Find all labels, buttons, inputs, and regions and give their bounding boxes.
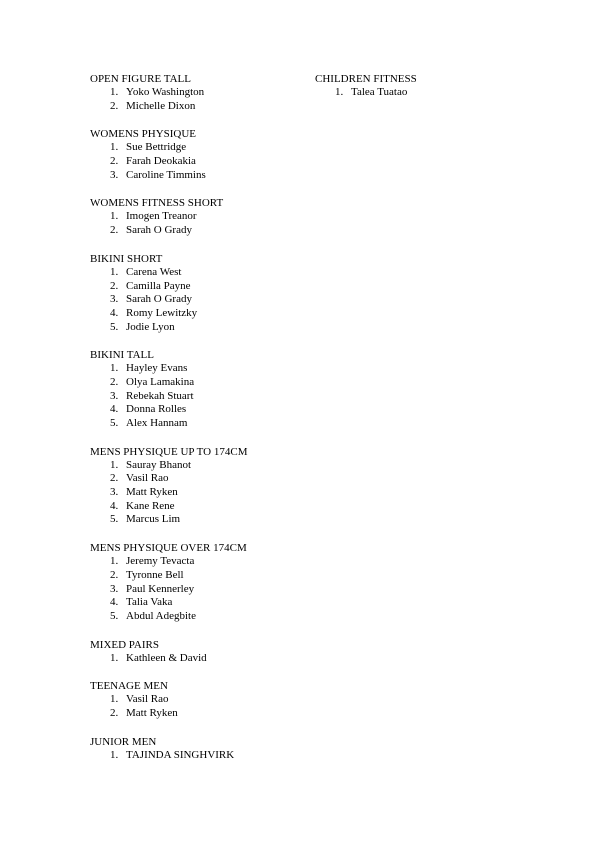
placing-number: 3.	[110, 582, 119, 595]
placing-number: 2.	[110, 155, 119, 168]
placing-number: 1.	[335, 86, 344, 98]
competitor-name: Farah Deokakia	[126, 155, 196, 168]
category-title: MIXED PAIRS	[90, 638, 159, 651]
placing-item	[90, 583, 305, 597]
category-section	[90, 127, 305, 182]
competitor-name: Rebekah Stuart	[126, 389, 194, 402]
placing-item	[90, 307, 305, 321]
placing-number: 2.	[110, 375, 119, 388]
placings-list	[90, 86, 305, 113]
competitor-name: Vasil Rao	[126, 472, 169, 485]
competitor-name: Imogen Treanor	[126, 210, 197, 223]
placings-list	[90, 652, 305, 666]
placing-item	[90, 707, 305, 721]
category-title: MENS PHYSIQUE UP TO 174CM	[90, 445, 248, 458]
competitor-name: Talea Tuatao	[351, 86, 408, 98]
placing-number: 5.	[110, 320, 119, 333]
placing-number: 4.	[110, 499, 119, 512]
competitor-name: Michelle Dixon	[126, 99, 196, 112]
placing-number: 5.	[110, 417, 119, 429]
competitor-name: Matt Ryken	[126, 706, 178, 719]
placing-item	[90, 459, 305, 473]
category-section	[90, 541, 305, 623]
placing-item	[90, 693, 305, 707]
placing-number: 2.	[110, 279, 119, 292]
placing-item	[90, 266, 305, 280]
category-section	[90, 445, 305, 527]
competitor-name: Sauray Bhanot	[126, 458, 192, 471]
competitor-name: Marcus Lim	[126, 513, 181, 526]
placing-item	[90, 569, 305, 583]
placing-item	[90, 280, 305, 294]
placing-item	[90, 169, 305, 183]
placing-number: 4.	[110, 596, 119, 609]
placing-number: 1.	[110, 265, 119, 278]
placings-list	[315, 86, 515, 100]
competitor-name: Carena West	[126, 265, 182, 278]
competitor-name: Talia Vaka	[126, 596, 173, 609]
competitor-name: Hayley Evans	[126, 362, 188, 375]
placing-item	[90, 486, 305, 500]
competitor-name: Camilla Payne	[126, 279, 191, 292]
placing-item	[90, 403, 305, 417]
category-section	[315, 72, 515, 100]
placing-item	[90, 652, 305, 666]
placings-list	[90, 362, 305, 430]
competitor-name: Abdul Adegbite	[126, 609, 196, 622]
placing-item	[90, 100, 305, 114]
placing-number: 4.	[110, 403, 119, 416]
placings-list	[90, 693, 305, 720]
placing-number: 2.	[110, 568, 119, 581]
category-section	[90, 72, 305, 113]
placing-item	[90, 86, 305, 100]
placing-number: 1.	[110, 210, 119, 223]
placing-number: 5.	[110, 609, 119, 622]
placing-number: 2.	[110, 224, 119, 237]
competitor-name: Yoko Washington	[126, 86, 205, 98]
placing-item	[90, 390, 305, 404]
placing-item	[90, 321, 305, 335]
category-section	[90, 638, 305, 666]
competitor-name: Sarah O Grady	[126, 224, 192, 237]
category-section	[90, 679, 305, 720]
placings-list	[90, 459, 305, 527]
placings-list	[90, 141, 305, 182]
category-title: OPEN FIGURE TALL	[90, 73, 191, 85]
competitor-name: Alex Hannam	[126, 417, 188, 429]
placing-item	[90, 141, 305, 155]
category-section	[90, 252, 305, 334]
placing-item	[90, 513, 305, 527]
placing-number: 4.	[110, 306, 119, 319]
results-column-left	[90, 72, 305, 776]
category-title: BIKINI SHORT	[90, 252, 163, 265]
placing-number: 1.	[110, 141, 119, 154]
placing-number: 1.	[110, 748, 119, 761]
placing-item	[90, 472, 305, 486]
results-column-right	[315, 72, 515, 114]
placings-list	[90, 266, 305, 334]
placing-number: 1.	[110, 86, 119, 98]
placing-item	[90, 610, 305, 624]
placing-number: 1.	[110, 362, 119, 375]
placing-number: 1.	[110, 693, 119, 706]
placings-list	[90, 749, 305, 763]
category-title: CHILDREN FITNESS	[315, 73, 417, 85]
placing-number: 3.	[110, 486, 119, 499]
placing-item	[315, 86, 515, 100]
placing-item	[90, 210, 305, 224]
competitor-name: Paul Kennerley	[126, 582, 195, 595]
placing-number: 3.	[110, 293, 119, 306]
competitor-name: Kane Rene	[126, 499, 175, 512]
placing-number: 2.	[110, 706, 119, 719]
placing-item	[90, 376, 305, 390]
placing-item	[90, 500, 305, 514]
placing-item	[90, 155, 305, 169]
competitor-name: Matt Ryken	[126, 486, 178, 499]
competitor-name: Jodie Lyon	[126, 320, 175, 333]
placing-item	[90, 362, 305, 376]
competitor-name: Donna Rolles	[126, 403, 187, 416]
category-section	[90, 735, 305, 763]
competitor-name: Kathleen & David	[126, 651, 207, 664]
placing-number: 2.	[110, 472, 119, 485]
competitor-name: Caroline Timmins	[126, 168, 206, 181]
placing-number: 2.	[110, 99, 119, 112]
competitor-name: Jeremy Tevacta	[126, 555, 195, 568]
placing-item	[90, 749, 305, 763]
competitor-name: Vasil Rao	[126, 693, 169, 706]
competitor-name: TAJINDA SINGHVIRK	[126, 748, 235, 761]
category-section	[90, 348, 305, 430]
placing-item	[90, 417, 305, 431]
category-title: MENS PHYSIQUE OVER 174CM	[90, 542, 247, 555]
competitor-name: Romy Lewitzky	[126, 306, 198, 319]
placings-list	[90, 555, 305, 623]
placing-item	[90, 224, 305, 238]
placings-list	[90, 210, 305, 237]
placing-number: 1.	[110, 651, 119, 664]
competitor-name: Sue Bettridge	[126, 141, 187, 154]
category-title: BIKINI TALL	[90, 349, 154, 362]
placing-number: 5.	[110, 513, 119, 526]
competitor-name: Sarah O Grady	[126, 293, 192, 306]
competitor-name: Olya Lamakina	[126, 375, 195, 388]
placing-number: 3.	[110, 389, 119, 402]
placing-item	[90, 555, 305, 569]
category-title: WOMENS PHYSIQUE	[90, 128, 197, 141]
placing-number: 3.	[110, 168, 119, 181]
competitor-name: Tyronne Bell	[126, 568, 184, 581]
placing-item	[90, 293, 305, 307]
placing-number: 1.	[110, 555, 119, 568]
placing-number: 1.	[110, 458, 119, 471]
category-title: WOMENS FITNESS SHORT	[90, 197, 224, 210]
placing-item	[90, 596, 305, 610]
category-title: JUNIOR MEN	[90, 735, 157, 748]
category-title: TEENAGE MEN	[90, 680, 168, 693]
category-section	[90, 196, 305, 237]
